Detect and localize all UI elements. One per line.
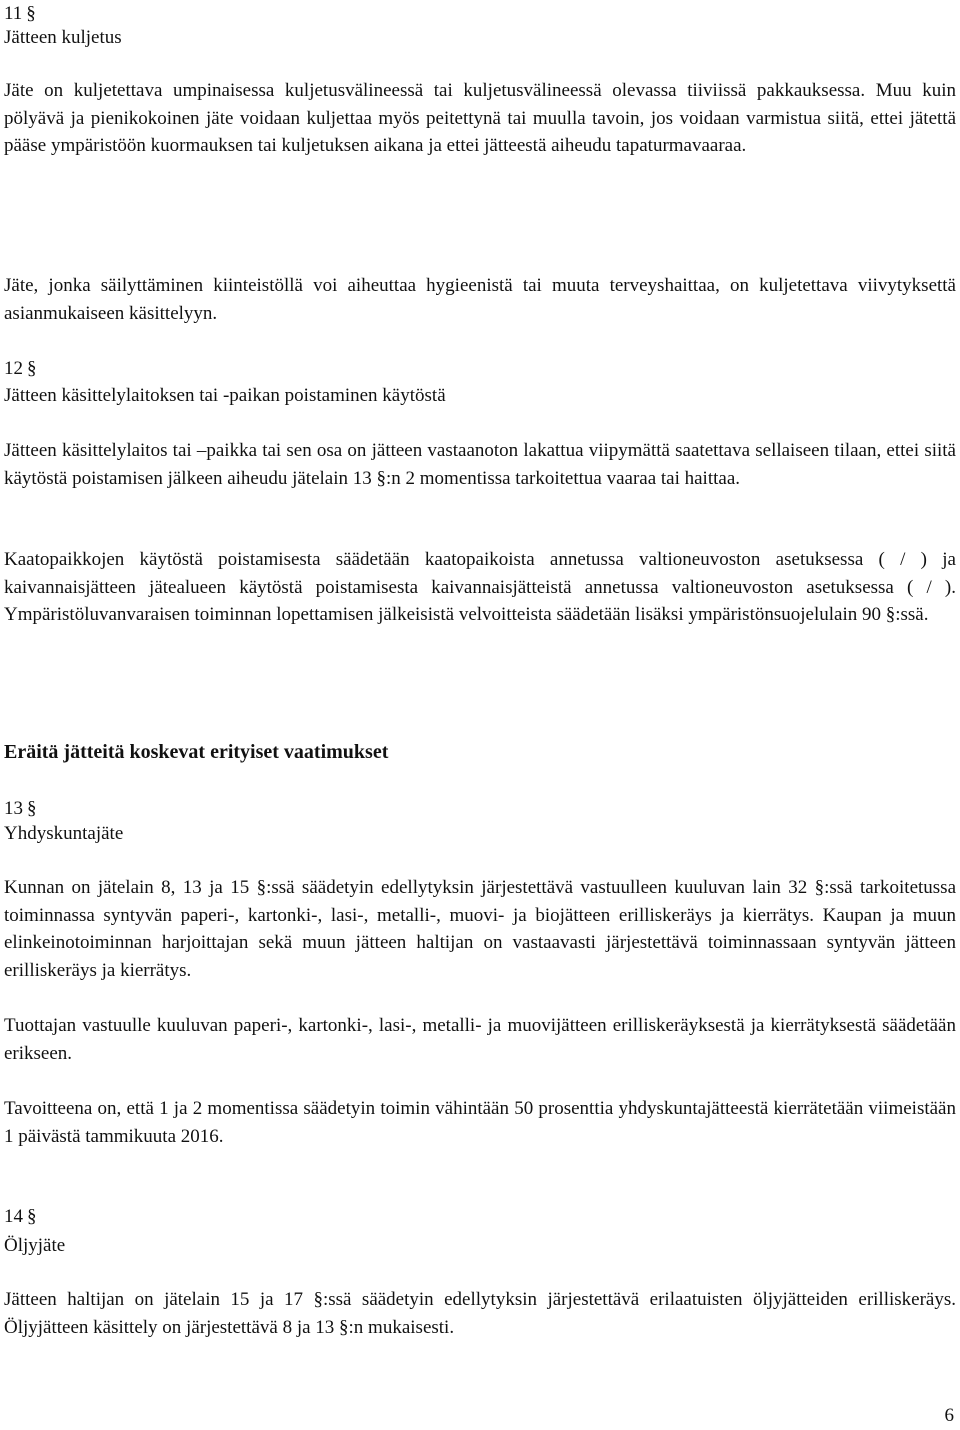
section-mark: § <box>27 358 37 379</box>
section-11-paragraph-1: Jäte on kuljetettava umpinaisessa kuljetusvälineessä tai kuljetusvälineessä olevassa tiiviissä pakkauksessa. Muu kuin pölyävä ja pienikokoinen jäte voidaan kuljettaa myös peitettynä tai muulla tavoin, jos voidaan varmistua siitä, ettei jätettä pääse ympäristöön kuormauksen tai kuljetuksen aikana ja ettei jätteestä aiheudu tapaturmavaaraa. <box>4 80 956 156</box>
section-mark: § <box>27 1206 37 1227</box>
section-13-paragraph-3: Tavoitteena on, että 1 ja 2 momentissa säädetyin toimin vähintään 50 prosenttia yhdyskuntajätteestä kierrätetään viimeistään 1 päivästä tammikuuta 2016. <box>4 1098 956 1147</box>
section-14-heading <box>4 1203 956 1231</box>
section-13-heading <box>4 795 956 823</box>
section-13-title: Yhdyskuntajäte <box>4 823 124 844</box>
section-12-heading <box>4 355 956 383</box>
section-13-paragraph-2: Tuottajan vastuulle kuuluvan paperi-, kartonki-, lasi-, metalli- ja muovijätteen erilliskeräyksestä ja kierrätyksestä säädetään erikseen. <box>4 1015 956 1064</box>
section-11-paragraph-2: Jäte, jonka säilyttäminen kiinteistöllä voi aiheuttaa hygieenistä tai muuta terveyshaittaa, on kuljetettava viivytyksettä asianmukaiseen käsittelyyn. <box>4 275 956 324</box>
section-11-title: Jätteen kuljetus <box>4 27 122 48</box>
section-14-paragraph-1: Jätteen haltijan on jätelain 15 ja 17 §:ssä säädetyin edellytyksin järjestettävä erilaatuisten öljyjätteiden erilliskeräys. Öljyjätteen käsittely on järjestettävä 8 ja 13 §:n mukaisesti. <box>4 1289 956 1338</box>
section-13-paragraph-1: Kunnan on jätelain 8, 13 ja 15 §:ssä säädetyin edellytyksin järjestettävä vastuulleen kuuluvan lain 32 §:ssä tarkoitetussa toiminnassa syntyvän paperi-, kartonki-, lasi-, metalli-, muovi- ja biojätteen erilliskeräys ja kierrätys. Kaupan ja muun elinkeinotoiminnan harjoittajan sekä muun jätteen haltijan on vastaavasti järjestettävä toiminnassaan syntyvän jätteen erilliskeräys ja kierrätys. <box>4 877 956 981</box>
chapter-heading: Eräitä jätteitä koskevat erityiset vaatimukset <box>4 741 389 763</box>
section-mark: § <box>26 3 36 24</box>
section-mark: § <box>27 798 37 819</box>
section-12-paragraph-2: Kaatopaikkojen käytöstä poistamisesta säädetään kaatopaikoista annetussa valtioneuvoston asetuksessa ( / ) ja kaivannaisjätteen jätealueen käytöstä poistamisesta kaivannaisjätteistä annetussa valtioneuvoston asetuksessa ( / ). Ympäristöluvanvaraisen toiminnan lopettamisen jälkeisistä velvoitteista säädetään lisäksi ympäristönsuojelulain 90 §:ssä. <box>4 549 956 625</box>
section-number: 14 <box>4 1206 23 1227</box>
section-12-title: Jätteen käsittelylaitoksen tai -paikan poistaminen käytöstä <box>4 385 446 406</box>
section-12-paragraph-1: Jätteen käsittelylaitos tai –paikka tai sen osa on jätteen vastaanoton lakattua viipymättä saatettava sellaiseen tilaan, ettei siitä käytöstä poistamisen jälkeen aiheudu jätelain 13 §:n 2 momentissa tarkoitettua vaaraa tai haittaa. <box>4 440 956 489</box>
page-number: 6 <box>944 1405 954 1426</box>
section-number: 12 <box>4 358 23 379</box>
section-number: 13 <box>4 798 23 819</box>
section-number: 11 <box>4 3 23 24</box>
section-14-title: Öljyjäte <box>4 1235 66 1256</box>
